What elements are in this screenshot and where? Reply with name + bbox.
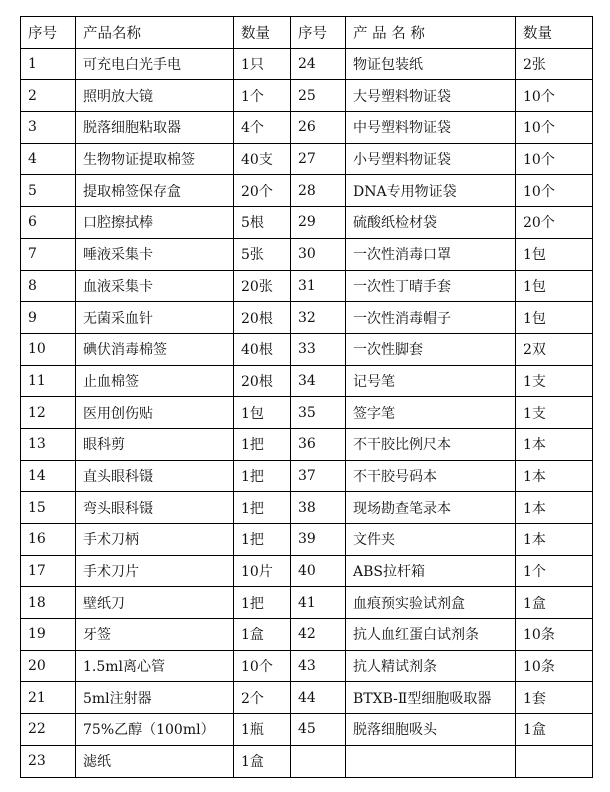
cell-no-left: 18 xyxy=(21,587,76,619)
cell-name-left: 1.5ml离心管 xyxy=(76,650,234,682)
cell-qty-right: 1个 xyxy=(516,555,593,587)
cell-qty-right: 1支 xyxy=(516,397,593,429)
cell-name-left: 照明放大镜 xyxy=(76,80,234,112)
cell-name-left: 弯头眼科镊 xyxy=(76,492,234,524)
cell-qty-right: 1套 xyxy=(516,682,593,714)
cell-no-left: 16 xyxy=(21,524,76,556)
cell-name-left: 手术刀片 xyxy=(76,555,234,587)
cell-qty-right: 2张 xyxy=(516,48,593,80)
cell-name-left: 5ml注射器 xyxy=(76,682,234,714)
cell-qty-right: 10个 xyxy=(516,112,593,144)
cell-qty-left: 1盒 xyxy=(234,619,291,651)
cell-no-right: 38 xyxy=(291,492,346,524)
cell-no-left: 9 xyxy=(21,302,76,334)
cell-qty-right: 1包 xyxy=(516,302,593,334)
table-row xyxy=(21,270,593,302)
header-qty-left: 数量 xyxy=(234,17,291,49)
cell-qty-right: 1盒 xyxy=(516,714,593,746)
cell-name-left: 唾液采集卡 xyxy=(76,238,234,270)
cell-name-left: 无菌采血针 xyxy=(76,302,234,334)
cell-qty-right: 10个 xyxy=(516,175,593,207)
cell-no-right: 32 xyxy=(291,302,346,334)
table-row xyxy=(21,333,593,365)
table-row xyxy=(21,80,593,112)
table-row xyxy=(21,619,593,651)
cell-name-left: 牙签 xyxy=(76,619,234,651)
cell-qty-left: 10个 xyxy=(234,650,291,682)
cell-no-right: 45 xyxy=(291,714,346,746)
table-row xyxy=(21,492,593,524)
cell-no-left: 3 xyxy=(21,112,76,144)
cell-no-left: 8 xyxy=(21,270,76,302)
cell-name-left: 可充电白光手电 xyxy=(76,48,234,80)
cell-no-left: 5 xyxy=(21,175,76,207)
cell-name-left: 生物物证提取棉签 xyxy=(76,143,234,175)
header-name-right: 产 品 名 称 xyxy=(346,17,516,49)
cell-name-left: 75%乙醇（100ml） xyxy=(76,714,234,746)
cell-name-right: 小号塑料物证袋 xyxy=(346,143,516,175)
cell-no-left: 17 xyxy=(21,555,76,587)
cell-name-left: 手术刀柄 xyxy=(76,524,234,556)
cell-name-right: 一次性脚套 xyxy=(346,333,516,365)
cell-qty-left: 4个 xyxy=(234,112,291,144)
cell-qty-left: 1盒 xyxy=(234,745,291,777)
cell-qty-right xyxy=(516,745,593,777)
cell-name-right: 签字笔 xyxy=(346,397,516,429)
cell-no-left: 10 xyxy=(21,333,76,365)
cell-qty-left: 1把 xyxy=(234,460,291,492)
cell-qty-left: 5张 xyxy=(234,238,291,270)
cell-name-right: 一次性消毒口罩 xyxy=(346,238,516,270)
cell-no-right: 28 xyxy=(291,175,346,207)
table-row xyxy=(21,555,593,587)
cell-no-left: 22 xyxy=(21,714,76,746)
cell-no-right: 34 xyxy=(291,365,346,397)
cell-no-right: 25 xyxy=(291,80,346,112)
cell-qty-left: 1只 xyxy=(234,48,291,80)
cell-name-right: 中号塑料物证袋 xyxy=(346,112,516,144)
cell-qty-left: 1把 xyxy=(234,428,291,460)
table-row xyxy=(21,207,593,239)
cell-no-right: 36 xyxy=(291,428,346,460)
cell-name-right: 抗人血红蛋白试剂条 xyxy=(346,619,516,651)
cell-no-right: 24 xyxy=(291,48,346,80)
cell-qty-left: 10片 xyxy=(234,555,291,587)
cell-no-left: 1 xyxy=(21,48,76,80)
cell-no-right: 37 xyxy=(291,460,346,492)
table-header-row xyxy=(21,17,593,49)
cell-no-right: 43 xyxy=(291,650,346,682)
cell-no-left: 15 xyxy=(21,492,76,524)
cell-no-right: 26 xyxy=(291,112,346,144)
cell-name-right: 物证包装纸 xyxy=(346,48,516,80)
cell-name-right: 脱落细胞吸头 xyxy=(346,714,516,746)
cell-no-right: 40 xyxy=(291,555,346,587)
cell-qty-right: 1支 xyxy=(516,365,593,397)
header-no-left: 序号 xyxy=(21,17,76,49)
cell-name-right xyxy=(346,745,516,777)
cell-no-right: 31 xyxy=(291,270,346,302)
cell-qty-left: 40根 xyxy=(234,333,291,365)
cell-qty-right: 1包 xyxy=(516,270,593,302)
cell-no-right xyxy=(291,745,346,777)
cell-name-right: 硫酸纸检材袋 xyxy=(346,207,516,239)
cell-no-right: 27 xyxy=(291,143,346,175)
table-row xyxy=(21,745,593,777)
table-row xyxy=(21,365,593,397)
cell-name-left: 碘伏消毒棉签 xyxy=(76,333,234,365)
cell-qty-left: 1瓶 xyxy=(234,714,291,746)
table-row xyxy=(21,524,593,556)
cell-no-left: 7 xyxy=(21,238,76,270)
cell-name-right: 现场勘查笔录本 xyxy=(346,492,516,524)
cell-name-right: 一次性消毒帽子 xyxy=(346,302,516,334)
cell-no-left: 11 xyxy=(21,365,76,397)
table-row xyxy=(21,714,593,746)
cell-qty-right: 10个 xyxy=(516,143,593,175)
cell-qty-right: 1本 xyxy=(516,460,593,492)
cell-name-right: BTXB-Ⅱ型细胞吸取器 xyxy=(346,682,516,714)
cell-qty-left: 1把 xyxy=(234,524,291,556)
table-row xyxy=(21,428,593,460)
cell-name-right: 大号塑料物证袋 xyxy=(346,80,516,112)
cell-name-right: 不干胶号码本 xyxy=(346,460,516,492)
cell-no-right: 41 xyxy=(291,587,346,619)
table-row xyxy=(21,48,593,80)
cell-qty-right: 1包 xyxy=(516,238,593,270)
header-no-right: 序号 xyxy=(291,17,346,49)
table-row xyxy=(21,143,593,175)
header-name-left: 产品名称 xyxy=(76,17,234,49)
cell-qty-left: 2个 xyxy=(234,682,291,714)
cell-no-left: 20 xyxy=(21,650,76,682)
table-row xyxy=(21,460,593,492)
cell-qty-right: 10条 xyxy=(516,619,593,651)
cell-name-left: 血液采集卡 xyxy=(76,270,234,302)
cell-no-right: 39 xyxy=(291,524,346,556)
cell-no-left: 4 xyxy=(21,143,76,175)
cell-name-left: 口腔擦拭棒 xyxy=(76,207,234,239)
cell-name-left: 壁纸刀 xyxy=(76,587,234,619)
cell-name-right: 记号笔 xyxy=(346,365,516,397)
table-row xyxy=(21,682,593,714)
cell-qty-right: 10条 xyxy=(516,650,593,682)
cell-no-right: 42 xyxy=(291,619,346,651)
cell-no-left: 21 xyxy=(21,682,76,714)
cell-no-left: 14 xyxy=(21,460,76,492)
cell-name-left: 提取棉签保存盒 xyxy=(76,175,234,207)
cell-qty-right: 10个 xyxy=(516,80,593,112)
table-row xyxy=(21,175,593,207)
cell-name-right: 一次性丁晴手套 xyxy=(346,270,516,302)
table-row xyxy=(21,302,593,334)
table-row xyxy=(21,397,593,429)
cell-qty-left: 20根 xyxy=(234,365,291,397)
cell-qty-left: 1个 xyxy=(234,80,291,112)
cell-no-right: 30 xyxy=(291,238,346,270)
cell-no-left: 23 xyxy=(21,745,76,777)
cell-name-left: 脱落细胞粘取器 xyxy=(76,112,234,144)
cell-name-right: 不干胶比例尺本 xyxy=(346,428,516,460)
cell-qty-left: 20张 xyxy=(234,270,291,302)
cell-no-left: 12 xyxy=(21,397,76,429)
table-body xyxy=(21,48,593,777)
table-row xyxy=(21,112,593,144)
cell-name-left: 直头眼科镊 xyxy=(76,460,234,492)
table-row xyxy=(21,650,593,682)
cell-qty-left: 1把 xyxy=(234,492,291,524)
inventory-table xyxy=(20,16,593,778)
cell-no-right: 33 xyxy=(291,333,346,365)
cell-qty-right: 1本 xyxy=(516,524,593,556)
cell-no-left: 13 xyxy=(21,428,76,460)
cell-no-right: 44 xyxy=(291,682,346,714)
cell-no-right: 29 xyxy=(291,207,346,239)
cell-qty-right: 1本 xyxy=(516,492,593,524)
cell-qty-right: 2双 xyxy=(516,333,593,365)
cell-name-left: 医用创伤贴 xyxy=(76,397,234,429)
table-row xyxy=(21,587,593,619)
table-row xyxy=(21,238,593,270)
cell-qty-left: 40支 xyxy=(234,143,291,175)
cell-qty-left: 20个 xyxy=(234,175,291,207)
cell-no-left: 6 xyxy=(21,207,76,239)
cell-name-right: 抗人精试剂条 xyxy=(346,650,516,682)
cell-qty-left: 1把 xyxy=(234,587,291,619)
cell-name-left: 止血棉签 xyxy=(76,365,234,397)
cell-qty-right: 1本 xyxy=(516,428,593,460)
cell-qty-left: 5根 xyxy=(234,207,291,239)
cell-qty-right: 20个 xyxy=(516,207,593,239)
cell-no-right: 35 xyxy=(291,397,346,429)
cell-name-right: DNA专用物证袋 xyxy=(346,175,516,207)
cell-name-left: 眼科剪 xyxy=(76,428,234,460)
header-qty-right: 数量 xyxy=(516,17,593,49)
cell-no-left: 2 xyxy=(21,80,76,112)
cell-name-right: ABS拉杆箱 xyxy=(346,555,516,587)
cell-name-left: 滤纸 xyxy=(76,745,234,777)
cell-qty-left: 20根 xyxy=(234,302,291,334)
cell-name-right: 文件夹 xyxy=(346,524,516,556)
cell-no-left: 19 xyxy=(21,619,76,651)
cell-name-right: 血痕预实验试剂盒 xyxy=(346,587,516,619)
cell-qty-left: 1包 xyxy=(234,397,291,429)
cell-qty-right: 1盒 xyxy=(516,587,593,619)
